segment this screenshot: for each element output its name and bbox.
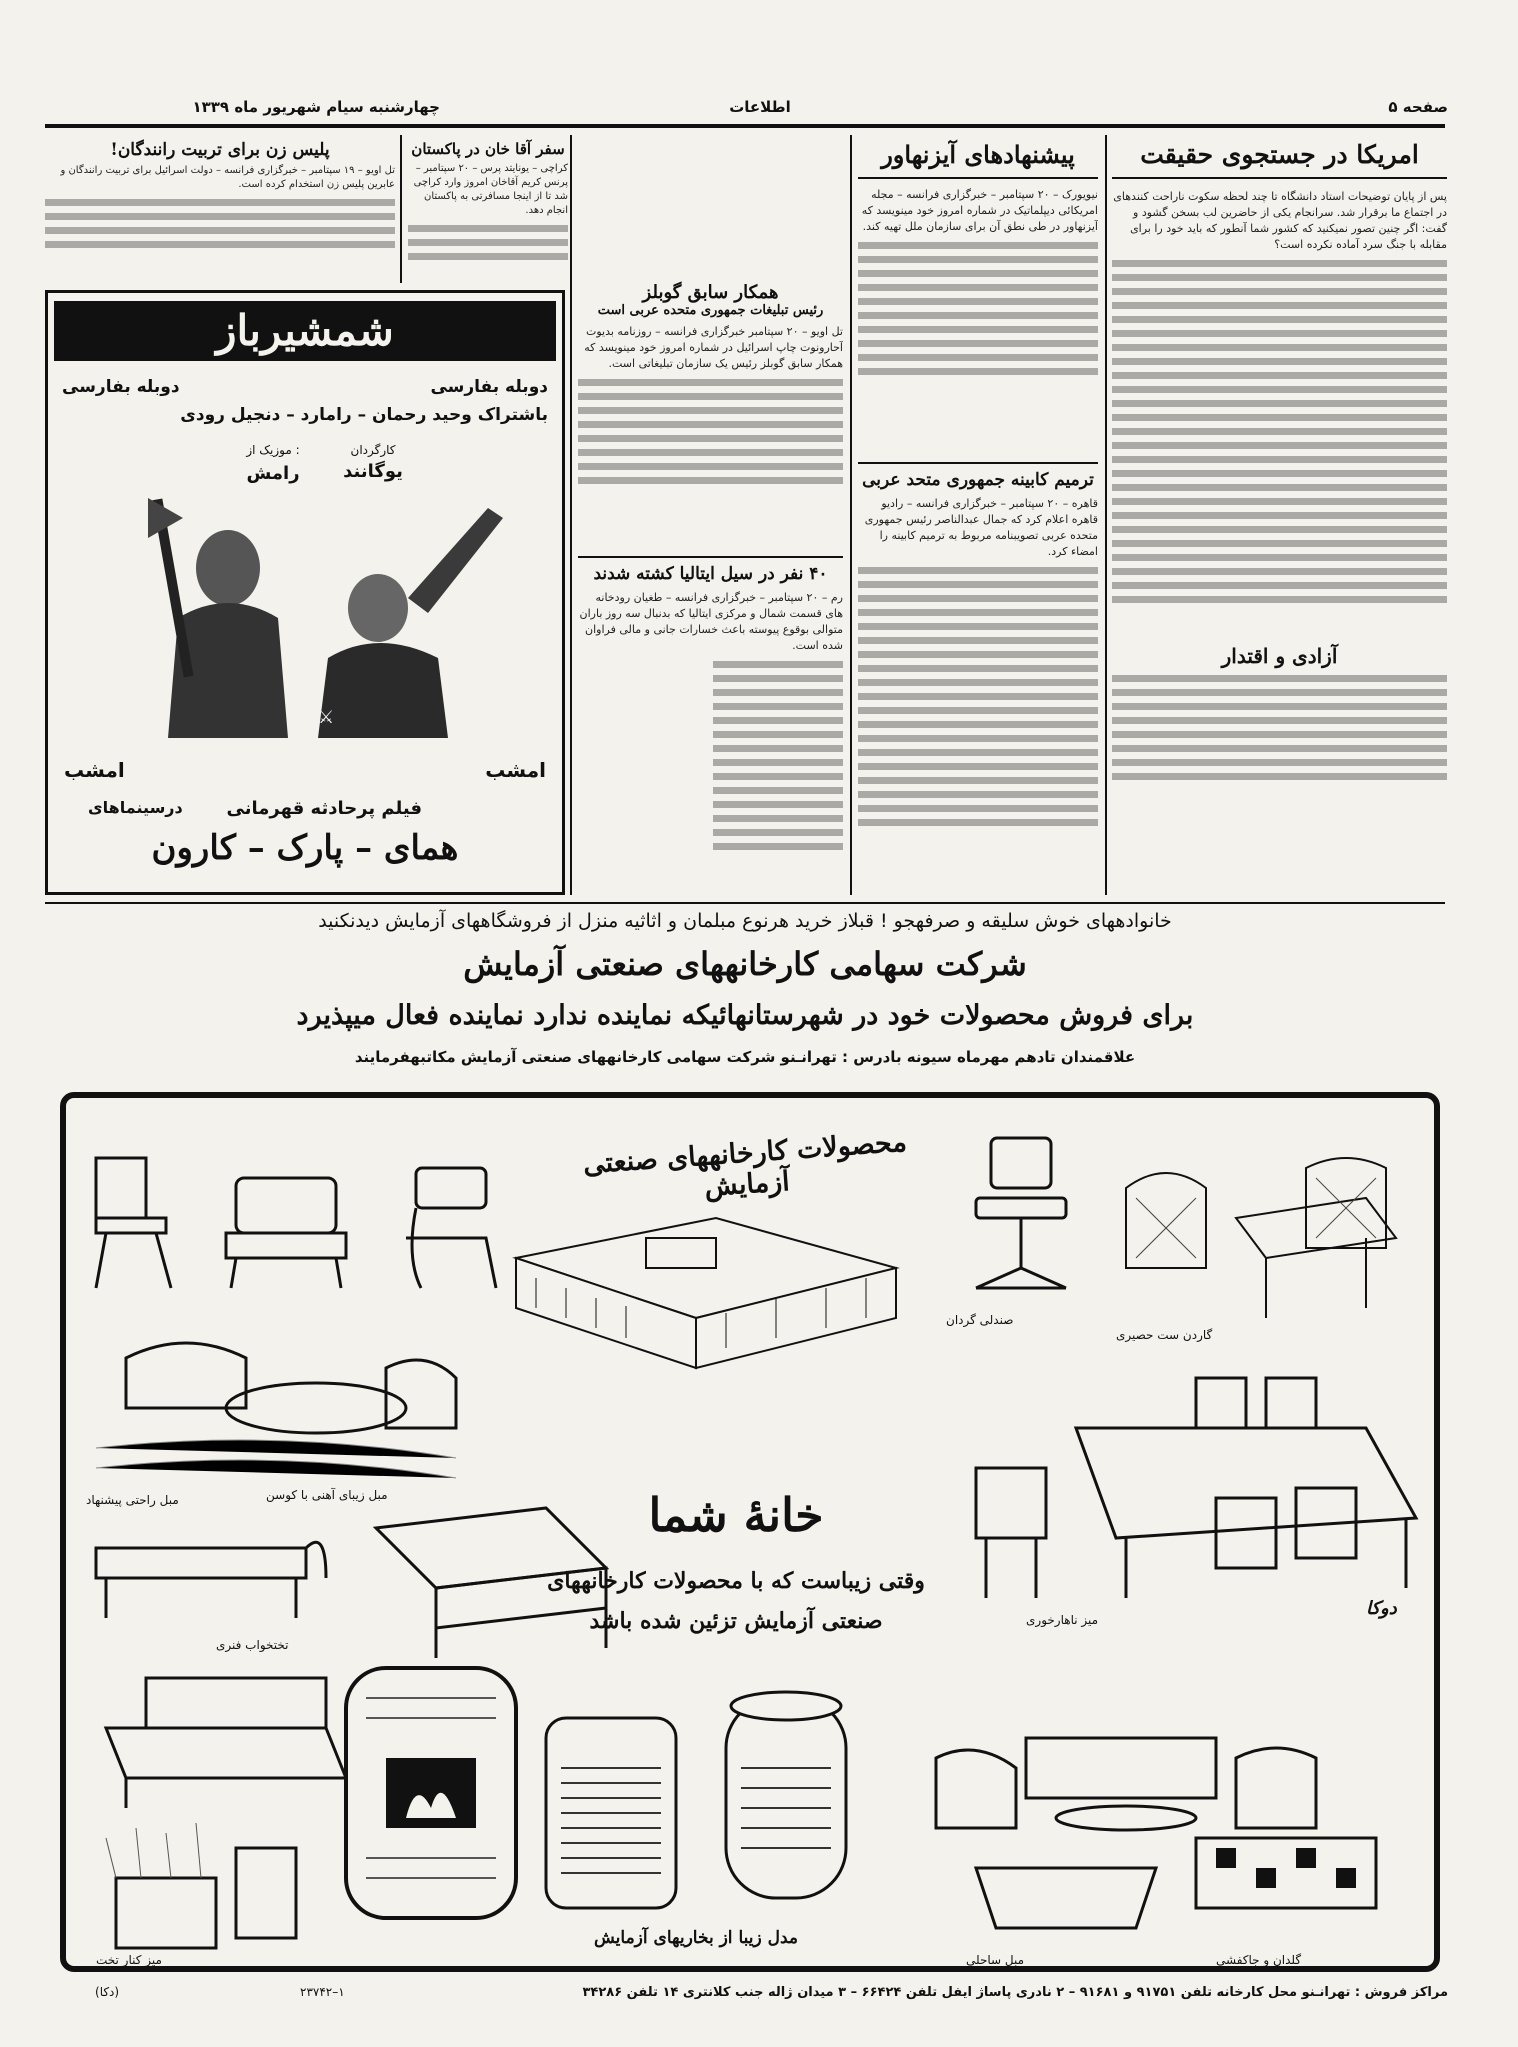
stove-illustration xyxy=(336,1658,526,1928)
caption-9: گلدان و جاکفشی xyxy=(1216,1953,1302,1967)
article-goebbels xyxy=(578,282,843,542)
caption-8: مبل ساحلی xyxy=(966,1953,1025,1967)
article-cabinet-title: ترمیم کابینه جمهوری متحد عربی xyxy=(862,470,1094,490)
article-eisenhower xyxy=(858,140,1098,460)
svg-text:⚔: ⚔ xyxy=(318,707,335,728)
article-eisenhower-title: پیشنهادهای آیزنهاور xyxy=(858,140,1098,179)
movie-ad xyxy=(45,290,565,895)
article-cabinet-body: قاهره – ۲۰ سپتامبر – خبرگزاری فرانسه – رادیو قاهره اعلام کرد که جمال عبدالناصر رئیس جمهوری متحده عربی تصویبنامه مربوط به ترمیم کابینه را امضاء کرد. xyxy=(864,497,1098,558)
footer-sales: مراکز فروش : تهرانـنو محل کارخانه تلفن ۹۱۷۵۱ و ۹۱۶۸۱ – ۲ نادری پاساژ ایفل تلفن ۶۶۴۲۴ – ۳ میدان ژاله جنب کلانتری ۱۴ تلفن ۳۴۲۸۶ xyxy=(582,1985,1448,2000)
movie-tonight-left: امشب xyxy=(64,758,125,782)
article-agakhan xyxy=(408,140,568,280)
movie-producer: فیلم پرحادثه قهرمانی xyxy=(226,798,422,819)
article-flood-body: رم – ۲۰ سپتامبر – خبرگزاری فرانسه – طغیان رودخانه های قسمت شمال و مرکزی ایتالیا که بدنبال سه روز باران متوالی بوقوع پیوسته باعث خسارات جانی و مالی فراوان شده است. xyxy=(579,591,843,652)
movie-director: یوگانند xyxy=(343,461,403,482)
footer-agency: (دکا) xyxy=(95,1985,120,1999)
caption-4: مبل زیبای آهنی با کوسن xyxy=(266,1488,388,1502)
article-police-title: پلیس زن برای تربیت رانندگان! xyxy=(110,140,330,160)
article-eisenhower-body: نیویورک – ۲۰ سپتامبر – خبرگزاری فرانسه – مجله امریکائی دیپلماتیک در شماره امروز خود مینویسد که آیزنهاور در طی نطق آن برای سازمان ملل تهیه کند. xyxy=(861,188,1098,233)
caption-2: گاردن ست حصیری xyxy=(1116,1328,1213,1342)
living-room-illustration xyxy=(86,1318,466,1498)
movie-dub-right: دوبله بفارسی xyxy=(430,377,548,397)
movie-cast: باشتراک وحید رحمان – رامارد – دنجیل رودی xyxy=(180,405,548,425)
chairs-illustration xyxy=(86,1118,506,1318)
issue-date: چهارشنبه سیام شهریور ماه ۱۳۳۹ xyxy=(192,98,440,116)
office-chair-illustration xyxy=(956,1128,1086,1308)
movie-title: شمشیرباز xyxy=(54,301,556,361)
movie-tonight-right: امشب xyxy=(485,758,546,782)
article-america-title: امریکا در جستجوی حقیقت xyxy=(1112,140,1447,179)
article-goebbels-body: تل اویو – ۲۰ سپتامبر خبرگزاری فرانسه – روزنامه بدیوت آحارونوت چاپ اسرائیل در شماره امروز خود مینویسد که همکار سابق گوبلز رئیس یک سازمان تبلیغاتی است. xyxy=(584,325,843,370)
movie-music-label: موزیک از : xyxy=(246,443,300,457)
ad-line-3: برای فروش محصولات خود در شهرستانهائیکه نماینده ندارد نماینده فعال میپذیرد xyxy=(296,1000,1194,1031)
furniture-signature: دوکا xyxy=(1366,1598,1397,1619)
caption-6: میز ناهارخوری xyxy=(1026,1613,1099,1627)
furniture-center-title: خانهٔ شما xyxy=(648,1488,824,1542)
nightstand-illustration xyxy=(86,1818,316,1958)
ad-line-1: خانوادههای خوش سلیقه و صرفهجو ! قبلاز خرید هرنوع مبلمان و اثاثیه منزل از فروشگاههای آزمایش دیدنکنید xyxy=(318,910,1172,932)
factory-illustration xyxy=(496,1198,916,1378)
heater-1-illustration xyxy=(536,1708,686,1918)
article-police xyxy=(45,140,395,280)
furniture-slogan-2: صنعتی آزمایش تزئین شده باشد xyxy=(589,1608,883,1634)
masthead-rule xyxy=(45,124,1445,128)
heater-2-illustration xyxy=(706,1678,866,1918)
article-goebbels-subtitle: رئیس تبلیغات جمهوری متحده عربی است xyxy=(597,303,824,318)
double-bed-illustration xyxy=(86,1658,356,1818)
article-america xyxy=(1112,140,1447,900)
heater-caption: مدل زیبا از بخاریهای آزمایش xyxy=(593,1928,798,1948)
swordsmen-illustration xyxy=(108,488,528,748)
newspaper-name: اطلاعات xyxy=(729,98,791,116)
sofa-set-illustration xyxy=(916,1698,1416,1948)
movie-cinemas: همای – پارک – کارون xyxy=(151,828,459,868)
caption-3: صندلی گردان xyxy=(946,1313,1014,1327)
article-america-body: پس از پایان توضیحات استاد دانشگاه تا چند لحظه سکوت ناراحت کنندهای در اجتماع ما برقرار شد. سرانجام یکی از حاضرین لب بسخن گشود و گفت: اگر چنین تصور نمیکنید که کشور شما آنطور که باید خود را برای مقابله با جنگ سرد آماده نکرده است؟ xyxy=(1113,190,1447,251)
footer-code: ۲۳۷۴۲–۱ xyxy=(300,1985,345,1999)
article-america-subtitle: آزادی و اقتدار xyxy=(1221,644,1338,668)
page-label: صفحه ۵ xyxy=(1388,98,1448,116)
movie-director-label: کارگردان xyxy=(350,443,396,457)
article-flood-title: ۴۰ نفر در سیل ایتالیا کشته شدند xyxy=(593,564,828,584)
movie-music: رامش xyxy=(246,463,300,484)
furniture-heading: محصولات کارخانههای صنعتی آزمایش xyxy=(582,1126,908,1203)
article-agakhan-body: کراچی – یونایتد پرس – ۲۰ سپتامبر – پرنس کریم آقاخان امروز وارد کراچی شد تا از اینجا مسافرتی به پاکستان انجام دهد. xyxy=(413,163,568,216)
dining-set-illustration xyxy=(966,1358,1436,1608)
furniture-ad xyxy=(60,1092,1440,1972)
furniture-slogan-1: وقتی زیباست که با محصولات کارخانههای xyxy=(547,1568,925,1594)
article-hussein xyxy=(578,636,713,892)
article-police-body: تل اویو – ۱۹ سپتامبر – خبرگزاری فرانسه – دولت اسرائیل برای تربیت رانندگان و عابرین پلیس زن استخدام کرده است. xyxy=(60,165,395,190)
article-goebbels-title: همکار سابق گوبلز xyxy=(642,282,779,303)
ad-line-4: علاقمندان تادهم مهرماه سیونه بادرس : تهرانـنو شرکت سهامی کارخانههای صنعتی آزمایش مکاتبهفرمایند xyxy=(354,1048,1136,1066)
caption-5: تختخواب فنری xyxy=(216,1638,289,1652)
article-agakhan-title: سفر آقا خان در پاکستان xyxy=(411,140,565,158)
daybed-illustration xyxy=(86,1508,336,1638)
article-cabinet xyxy=(858,462,1098,892)
caption-1: مبل راحتی پیشنهاد xyxy=(86,1493,179,1507)
caption-7: میز کنار تخت xyxy=(96,1953,162,1967)
movie-dub-left: دوبله بفارسی xyxy=(62,377,180,397)
ad-company: شرکت سهامی کارخانههای صنعتی آزمایش xyxy=(463,945,1027,983)
garden-set-illustration xyxy=(1106,1128,1426,1328)
movie-cinemas-label: درسینماهای xyxy=(88,798,183,817)
